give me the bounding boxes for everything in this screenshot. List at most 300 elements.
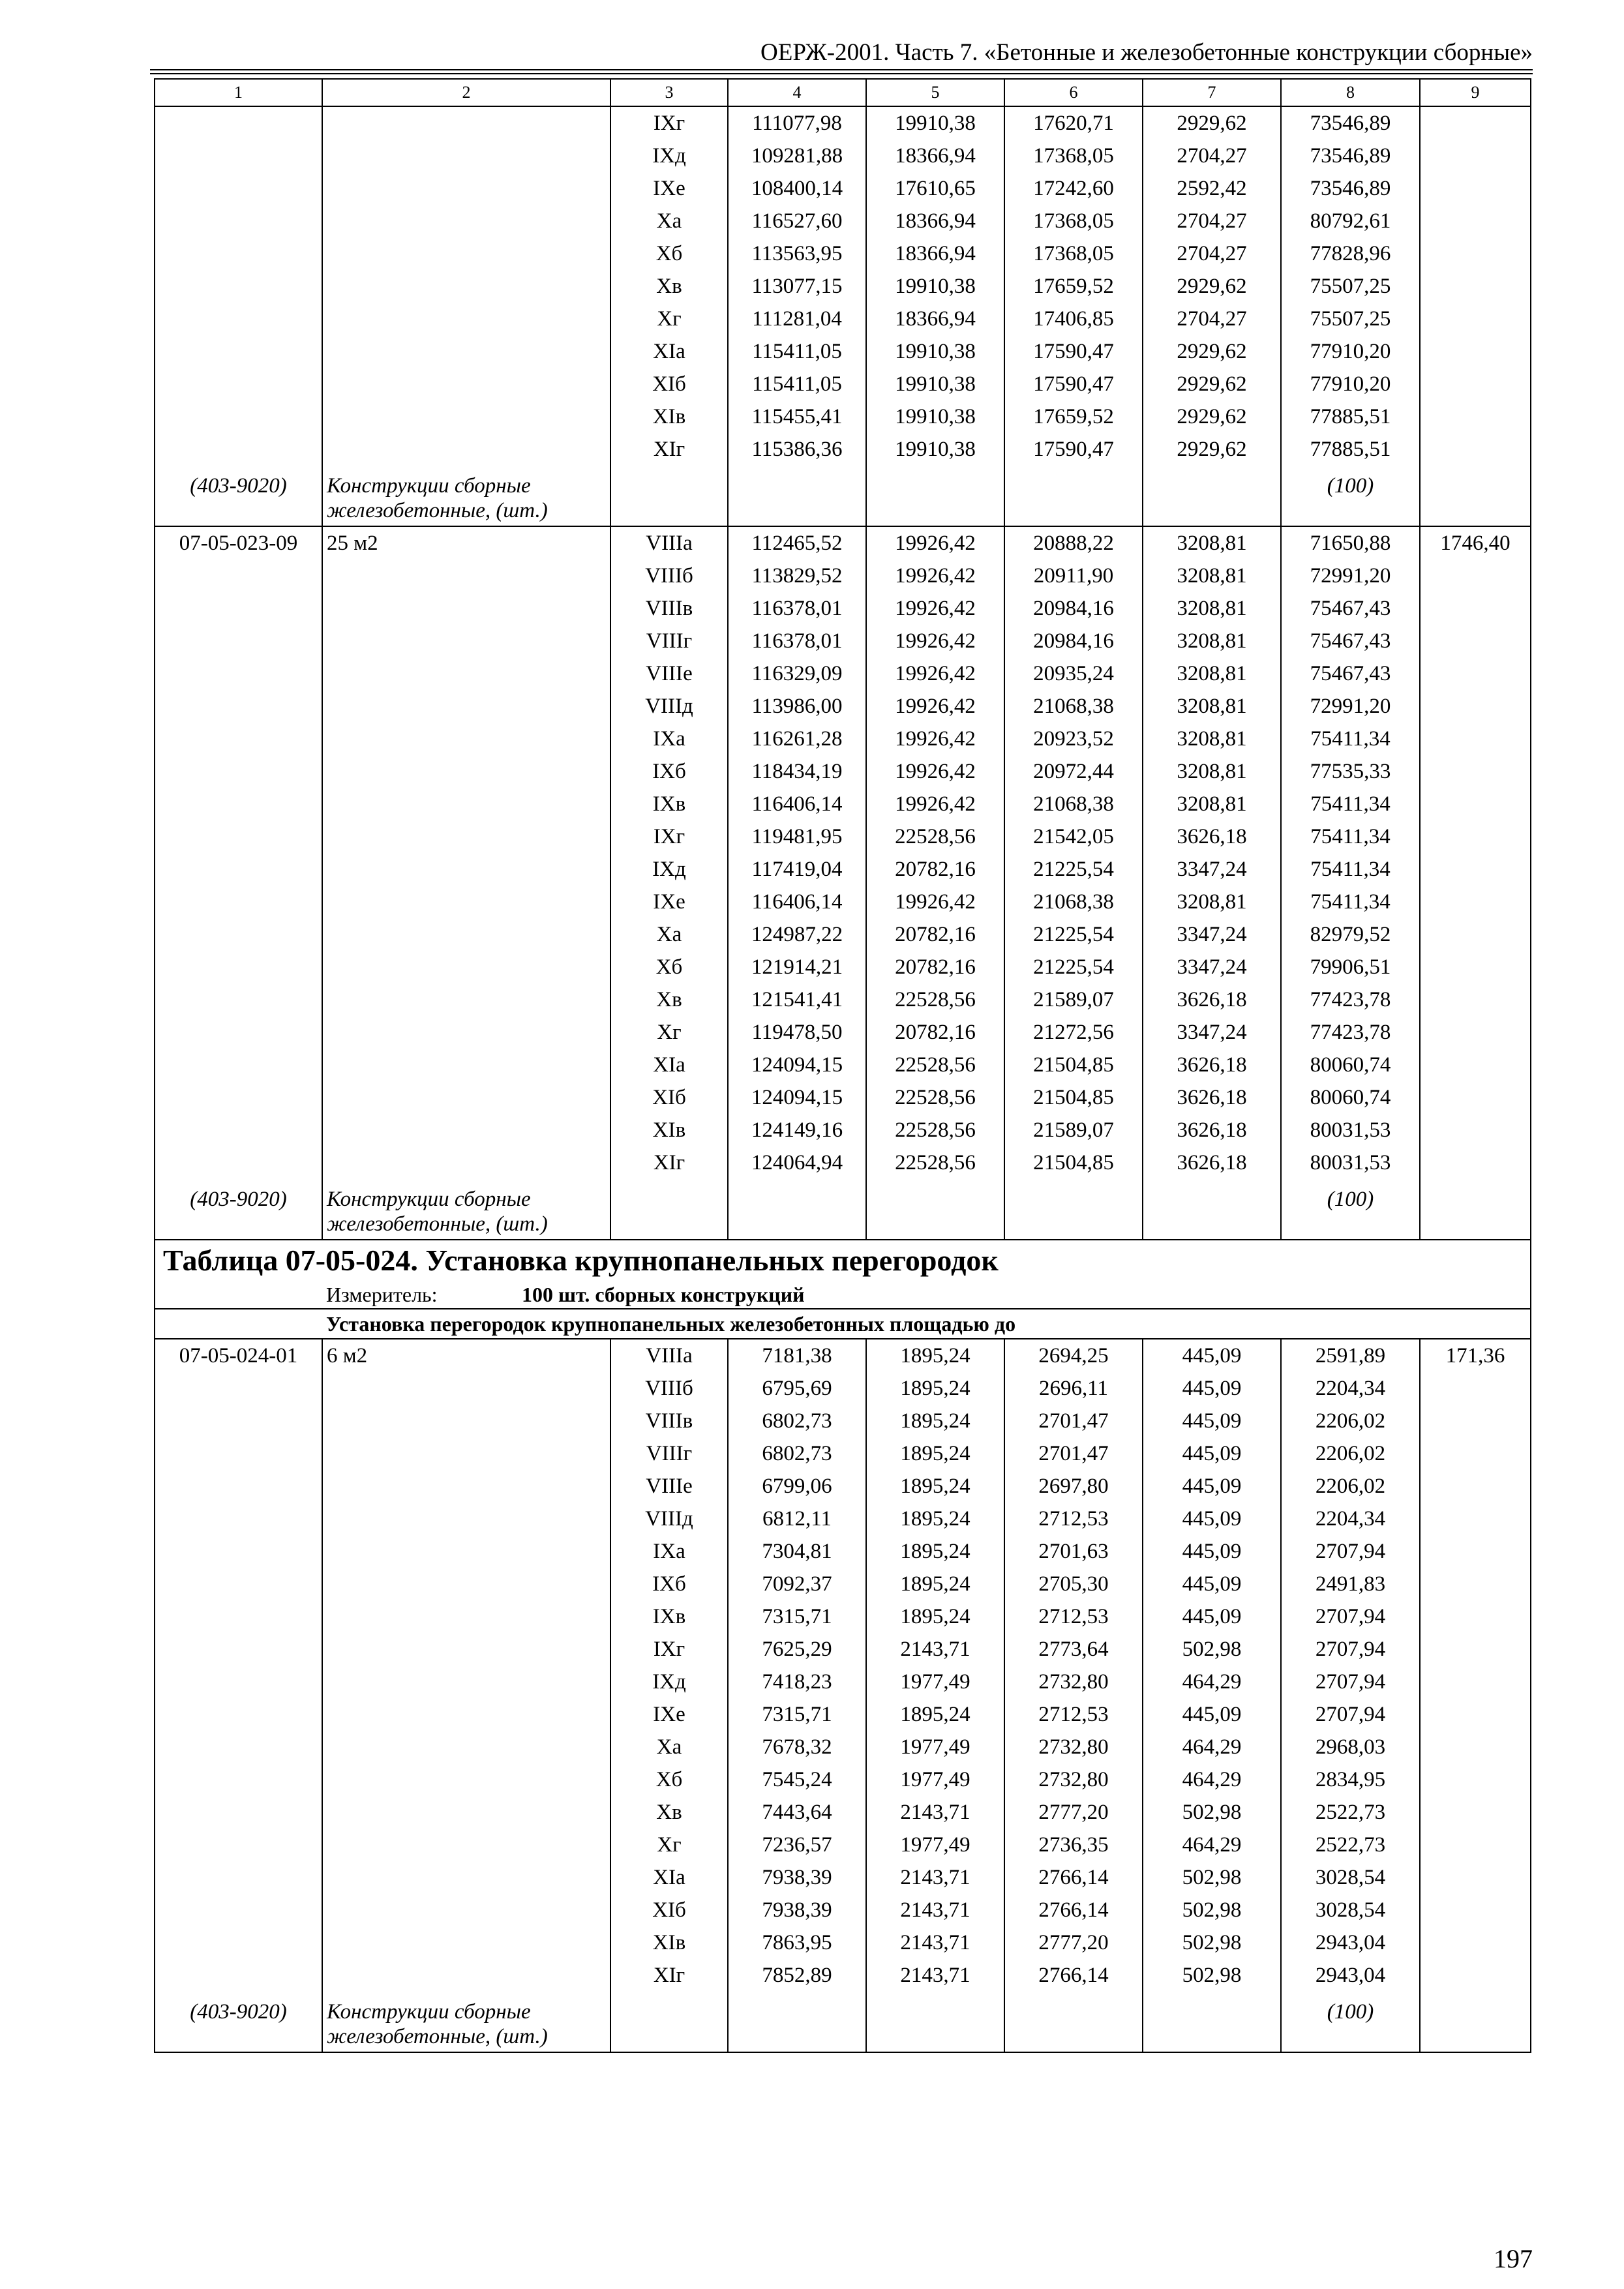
labor-cost: 22528,56 — [866, 1146, 1004, 1179]
machinist-wage: 3626,18 — [1143, 820, 1281, 853]
empty-cell — [1420, 560, 1531, 592]
table-row — [155, 886, 1531, 918]
labor-cost: 18366,94 — [866, 205, 1004, 237]
machine-cost: 2701,47 — [1004, 1405, 1143, 1437]
labor-cost: 19910,38 — [866, 335, 1004, 368]
empty-cell — [1420, 140, 1531, 172]
direct-cost: 116261,28 — [728, 723, 866, 755]
direct-cost: 113077,15 — [728, 270, 866, 303]
zone-code: IXд — [610, 1666, 728, 1698]
empty-cell — [155, 335, 322, 368]
resource-code: (403-9020) — [155, 1179, 322, 1212]
labor-cost: 22528,56 — [866, 983, 1004, 1016]
labor-cost: 19910,38 — [866, 106, 1004, 140]
empty-cell — [155, 1016, 322, 1049]
zone-code: Xг — [610, 1829, 728, 1861]
zone-code: IXд — [610, 140, 728, 172]
labor-cost: 19926,42 — [866, 690, 1004, 723]
empty-cell — [1420, 951, 1531, 983]
zone-code: VIIIа — [610, 1339, 728, 1372]
empty-cell — [322, 1535, 610, 1568]
empty-cell — [1420, 1146, 1531, 1179]
labor-cost: 2143,71 — [866, 1894, 1004, 1926]
labor-cost: 17610,65 — [866, 172, 1004, 205]
empty-cell — [1420, 788, 1531, 820]
machine-cost: 17368,05 — [1004, 140, 1143, 172]
machinist-wage: 445,09 — [1143, 1437, 1281, 1470]
direct-cost: 6802,73 — [728, 1437, 866, 1470]
zone-code: VIIIе — [610, 657, 728, 690]
machine-cost: 20984,16 — [1004, 625, 1143, 657]
table-row — [155, 820, 1531, 853]
table-row — [155, 723, 1531, 755]
resource-name: Конструкции сборные — [322, 1992, 610, 2024]
labor-cost: 1895,24 — [866, 1405, 1004, 1437]
machine-cost: 21589,07 — [1004, 1114, 1143, 1146]
machinist-wage: 445,09 — [1143, 1339, 1281, 1372]
empty-cell — [155, 1114, 322, 1146]
zone-code: Xб — [610, 237, 728, 270]
material-cost: 72991,20 — [1281, 690, 1420, 723]
machine-cost: 17242,60 — [1004, 172, 1143, 205]
zone-code: XIб — [610, 1894, 728, 1926]
empty-cell — [322, 788, 610, 820]
direct-cost: 111077,98 — [728, 106, 866, 140]
machine-cost: 2712,53 — [1004, 1600, 1143, 1633]
zone-code: Xб — [610, 1763, 728, 1796]
empty-cell — [155, 1666, 322, 1698]
machine-cost: 2732,80 — [1004, 1763, 1143, 1796]
labor-cost: 22528,56 — [866, 1049, 1004, 1081]
empty-cell — [322, 951, 610, 983]
machinist-wage: 445,09 — [1143, 1503, 1281, 1535]
direct-cost: 117419,04 — [728, 853, 866, 886]
machinist-wage: 3347,24 — [1143, 951, 1281, 983]
machinist-wage: 3208,81 — [1143, 560, 1281, 592]
empty-cell — [1420, 1081, 1531, 1114]
resource-name: Конструкции сборные — [322, 466, 610, 498]
machinist-wage: 464,29 — [1143, 1829, 1281, 1861]
empty-cell — [1143, 1179, 1281, 1212]
direct-cost: 7092,37 — [728, 1568, 866, 1600]
zone-code: VIIIв — [610, 1405, 728, 1437]
machinist-wage: 445,09 — [1143, 1470, 1281, 1503]
empty-cell — [322, 1763, 610, 1796]
zone-code: XIг — [610, 433, 728, 466]
machine-cost: 20935,24 — [1004, 657, 1143, 690]
empty-cell — [155, 1309, 322, 1339]
empty-cell — [155, 1281, 322, 1309]
empty-cell — [155, 1894, 322, 1926]
machine-cost: 2696,11 — [1004, 1372, 1143, 1405]
machinist-wage: 3347,24 — [1143, 918, 1281, 951]
material-cost: 77828,96 — [1281, 237, 1420, 270]
table-row — [155, 1470, 1531, 1503]
machine-cost: 2705,30 — [1004, 1568, 1143, 1600]
table-row — [155, 983, 1531, 1016]
column-number: 5 — [866, 79, 1004, 106]
empty-cell — [322, 1861, 610, 1894]
machinist-wage: 2704,27 — [1143, 303, 1281, 335]
labor-hours: 171,36 — [1420, 1339, 1531, 1372]
material-cost: 2707,94 — [1281, 1600, 1420, 1633]
direct-cost: 124064,94 — [728, 1146, 866, 1179]
zone-code: IXб — [610, 755, 728, 788]
material-cost: 75411,34 — [1281, 723, 1420, 755]
machine-cost: 2694,25 — [1004, 1339, 1143, 1372]
zone-code: IXе — [610, 886, 728, 918]
empty-cell — [728, 2024, 866, 2052]
table-row — [155, 951, 1531, 983]
machine-cost: 2766,14 — [1004, 1861, 1143, 1894]
labor-cost: 20782,16 — [866, 951, 1004, 983]
material-cost: 2522,73 — [1281, 1796, 1420, 1829]
labor-cost: 19926,42 — [866, 755, 1004, 788]
material-cost: 79906,51 — [1281, 951, 1420, 983]
zone-code: Xа — [610, 1731, 728, 1763]
table-row — [155, 526, 1531, 560]
direct-cost: 116527,60 — [728, 205, 866, 237]
empty-cell — [155, 1568, 322, 1600]
empty-cell — [155, 853, 322, 886]
empty-cell — [322, 690, 610, 723]
direct-cost: 113563,95 — [728, 237, 866, 270]
resource-name: Конструкции сборные — [322, 1179, 610, 1212]
empty-cell — [610, 1179, 728, 1212]
empty-cell — [322, 723, 610, 755]
material-cost: 82979,52 — [1281, 918, 1420, 951]
empty-cell — [155, 303, 322, 335]
empty-cell — [322, 853, 610, 886]
empty-cell — [322, 1049, 610, 1081]
resource-qty: (100) — [1281, 466, 1420, 498]
zone-code: XIв — [610, 1114, 728, 1146]
empty-cell — [1420, 1503, 1531, 1535]
table-row — [155, 1894, 1531, 1926]
direct-cost: 118434,19 — [728, 755, 866, 788]
machine-cost: 20888,22 — [1004, 526, 1143, 560]
empty-cell — [322, 1666, 610, 1698]
empty-cell — [155, 1405, 322, 1437]
empty-cell — [155, 820, 322, 853]
empty-cell — [1281, 1212, 1420, 1240]
empty-cell — [1420, 1535, 1531, 1568]
material-cost: 75411,34 — [1281, 853, 1420, 886]
empty-cell — [1420, 1212, 1531, 1240]
empty-cell — [728, 498, 866, 526]
table-row — [155, 1731, 1531, 1763]
zone-code: IXе — [610, 172, 728, 205]
rate-code: 07-05-023-09 — [155, 526, 322, 560]
labor-cost: 18366,94 — [866, 303, 1004, 335]
labor-cost: 19926,42 — [866, 560, 1004, 592]
machinist-wage: 502,98 — [1143, 1861, 1281, 1894]
empty-cell — [322, 1081, 610, 1114]
empty-cell — [322, 918, 610, 951]
machinist-wage: 502,98 — [1143, 1959, 1281, 1992]
table-row — [155, 1437, 1531, 1470]
machine-cost: 21225,54 — [1004, 918, 1143, 951]
empty-cell — [322, 433, 610, 466]
machine-cost: 17590,47 — [1004, 433, 1143, 466]
machine-cost: 2712,53 — [1004, 1698, 1143, 1731]
empty-cell — [866, 1179, 1004, 1212]
column-number: 6 — [1004, 79, 1143, 106]
empty-cell — [322, 270, 610, 303]
direct-cost: 7236,57 — [728, 1829, 866, 1861]
direct-cost: 121914,21 — [728, 951, 866, 983]
empty-cell — [322, 1926, 610, 1959]
machinist-wage: 2704,27 — [1143, 237, 1281, 270]
labor-cost: 19926,42 — [866, 625, 1004, 657]
empty-cell — [322, 1568, 610, 1600]
machinist-wage: 3208,81 — [1143, 755, 1281, 788]
direct-cost: 116406,14 — [728, 788, 866, 820]
empty-cell — [155, 1959, 322, 1992]
machine-cost: 20911,90 — [1004, 560, 1143, 592]
machinist-wage: 3208,81 — [1143, 657, 1281, 690]
direct-cost: 113986,00 — [728, 690, 866, 723]
empty-cell — [1420, 1437, 1531, 1470]
empty-cell — [322, 560, 610, 592]
zone-code: Xб — [610, 951, 728, 983]
material-cost: 3028,54 — [1281, 1894, 1420, 1926]
material-cost: 2204,34 — [1281, 1503, 1420, 1535]
direct-cost: 111281,04 — [728, 303, 866, 335]
table-row — [155, 1339, 1531, 1372]
zone-code: XIа — [610, 335, 728, 368]
labor-hours: 1746,40 — [1420, 526, 1531, 560]
empty-cell — [155, 1049, 322, 1081]
table-row — [155, 140, 1531, 172]
empty-cell — [1420, 1049, 1531, 1081]
empty-cell — [322, 1959, 610, 1992]
empty-cell — [610, 1992, 728, 2024]
machinist-wage: 3626,18 — [1143, 983, 1281, 1016]
table-row — [155, 1535, 1531, 1568]
zone-code: IXе — [610, 1698, 728, 1731]
labor-cost: 1895,24 — [866, 1535, 1004, 1568]
empty-cell — [322, 400, 610, 433]
empty-cell — [322, 1503, 610, 1535]
material-cost: 77885,51 — [1281, 433, 1420, 466]
table-row — [155, 1861, 1531, 1894]
empty-cell — [1420, 755, 1531, 788]
labor-cost: 1895,24 — [866, 1698, 1004, 1731]
labor-cost: 19926,42 — [866, 592, 1004, 625]
table-title: Таблица 07-05-024. Установка крупнопанельных перегородок — [155, 1240, 1531, 1281]
zone-code: IXв — [610, 788, 728, 820]
empty-cell — [322, 172, 610, 205]
empty-cell — [155, 400, 322, 433]
empty-cell — [1420, 1894, 1531, 1926]
empty-cell — [1143, 2024, 1281, 2052]
zone-code: Xв — [610, 983, 728, 1016]
machinist-wage: 3208,81 — [1143, 526, 1281, 560]
empty-cell — [1420, 1992, 1531, 2024]
empty-cell — [1420, 1861, 1531, 1894]
labor-cost: 18366,94 — [866, 237, 1004, 270]
resource-qty: (100) — [1281, 1992, 1420, 2024]
labor-cost: 19910,38 — [866, 368, 1004, 400]
empty-cell — [322, 1016, 610, 1049]
empty-cell — [1420, 1796, 1531, 1829]
labor-cost: 19926,42 — [866, 526, 1004, 560]
empty-cell — [322, 625, 610, 657]
table-title-row — [155, 1240, 1531, 1281]
labor-cost: 19910,38 — [866, 433, 1004, 466]
empty-cell — [728, 1212, 866, 1240]
zone-code: Xг — [610, 1016, 728, 1049]
zone-code: VIIIд — [610, 690, 728, 723]
empty-cell — [322, 983, 610, 1016]
empty-cell — [322, 657, 610, 690]
material-cost: 2707,94 — [1281, 1633, 1420, 1666]
empty-cell — [1143, 466, 1281, 498]
column-number: 4 — [728, 79, 866, 106]
rate-name: 25 м2 — [322, 526, 610, 560]
machine-cost: 2773,64 — [1004, 1633, 1143, 1666]
table-row — [155, 1405, 1531, 1437]
zone-code: XIв — [610, 400, 728, 433]
machinist-wage: 2704,27 — [1143, 205, 1281, 237]
empty-cell — [322, 886, 610, 918]
direct-cost: 124987,22 — [728, 918, 866, 951]
resource-row-cont — [155, 498, 1531, 526]
empty-cell — [155, 723, 322, 755]
machine-cost: 2766,14 — [1004, 1959, 1143, 1992]
direct-cost: 6802,73 — [728, 1405, 866, 1437]
empty-cell — [1420, 400, 1531, 433]
resource-row — [155, 466, 1531, 498]
empty-cell — [155, 1861, 322, 1894]
rate-name: 6 м2 — [322, 1339, 610, 1372]
zone-code: VIIIг — [610, 1437, 728, 1470]
rates-table-sheet — [154, 78, 1530, 2053]
machinist-wage: 3626,18 — [1143, 1114, 1281, 1146]
empty-cell — [1420, 1568, 1531, 1600]
machinist-wage: 3347,24 — [1143, 853, 1281, 886]
table-row — [155, 1959, 1531, 1992]
table-row — [155, 205, 1531, 237]
table-row — [155, 335, 1531, 368]
machine-cost: 17406,85 — [1004, 303, 1143, 335]
table-row — [155, 237, 1531, 270]
machinist-wage: 502,98 — [1143, 1633, 1281, 1666]
empty-cell — [1420, 1633, 1531, 1666]
table-row — [155, 1016, 1531, 1049]
machinist-wage: 2929,62 — [1143, 335, 1281, 368]
empty-cell — [155, 1731, 322, 1763]
material-cost: 75507,25 — [1281, 270, 1420, 303]
labor-cost: 1977,49 — [866, 1763, 1004, 1796]
empty-cell — [322, 1437, 610, 1470]
table-row — [155, 1081, 1531, 1114]
empty-cell — [322, 303, 610, 335]
empty-cell — [155, 788, 322, 820]
table-row — [155, 270, 1531, 303]
table-row — [155, 368, 1531, 400]
column-number: 3 — [610, 79, 728, 106]
table-row — [155, 1763, 1531, 1796]
machine-cost: 21504,85 — [1004, 1146, 1143, 1179]
empty-cell — [1143, 498, 1281, 526]
empty-cell — [155, 1372, 322, 1405]
material-cost: 80031,53 — [1281, 1114, 1420, 1146]
empty-cell — [1420, 498, 1531, 526]
machine-cost: 2697,80 — [1004, 1470, 1143, 1503]
empty-cell — [610, 498, 728, 526]
machine-cost: 2701,63 — [1004, 1535, 1143, 1568]
material-cost: 77535,33 — [1281, 755, 1420, 788]
material-cost: 2707,94 — [1281, 1666, 1420, 1698]
empty-cell — [322, 1405, 610, 1437]
material-cost: 2591,89 — [1281, 1339, 1420, 1372]
table-row — [155, 592, 1531, 625]
resource-code: (403-9020) — [155, 1992, 322, 2024]
empty-cell — [322, 1633, 610, 1666]
empty-cell — [155, 368, 322, 400]
table-row — [155, 1600, 1531, 1633]
direct-cost: 116378,01 — [728, 592, 866, 625]
section-title-row — [155, 1309, 1531, 1339]
labor-cost: 2143,71 — [866, 1861, 1004, 1894]
material-cost: 75467,43 — [1281, 592, 1420, 625]
resource-row — [155, 1992, 1531, 2024]
machinist-wage: 3208,81 — [1143, 625, 1281, 657]
empty-cell — [1420, 368, 1531, 400]
labor-cost: 19926,42 — [866, 886, 1004, 918]
direct-cost: 124149,16 — [728, 1114, 866, 1146]
material-cost: 2206,02 — [1281, 1470, 1420, 1503]
direct-cost: 7418,23 — [728, 1666, 866, 1698]
machinist-wage: 2704,27 — [1143, 140, 1281, 172]
machinist-wage: 445,09 — [1143, 1600, 1281, 1633]
empty-cell — [322, 1731, 610, 1763]
direct-cost: 7863,95 — [728, 1926, 866, 1959]
empty-cell — [610, 1212, 728, 1240]
labor-cost: 22528,56 — [866, 820, 1004, 853]
direct-cost: 7678,32 — [728, 1731, 866, 1763]
zone-code: IXд — [610, 853, 728, 886]
zone-code: VIIIе — [610, 1470, 728, 1503]
empty-cell — [155, 1829, 322, 1861]
table-row — [155, 625, 1531, 657]
empty-cell — [155, 951, 322, 983]
material-cost: 73546,89 — [1281, 106, 1420, 140]
empty-cell — [1420, 172, 1531, 205]
material-cost: 2204,34 — [1281, 1372, 1420, 1405]
empty-cell — [1420, 690, 1531, 723]
direct-cost: 108400,14 — [728, 172, 866, 205]
zone-code: VIIIв — [610, 592, 728, 625]
machinist-wage: 3208,81 — [1143, 592, 1281, 625]
empty-cell — [1420, 1114, 1531, 1146]
empty-cell — [155, 1503, 322, 1535]
direct-cost: 115411,05 — [728, 335, 866, 368]
empty-cell — [155, 625, 322, 657]
labor-cost: 20782,16 — [866, 853, 1004, 886]
material-cost: 2206,02 — [1281, 1405, 1420, 1437]
table-row — [155, 788, 1531, 820]
zone-code: IXб — [610, 1568, 728, 1600]
empty-cell — [155, 1633, 322, 1666]
empty-cell — [322, 1894, 610, 1926]
zone-code: VIIIа — [610, 526, 728, 560]
empty-cell — [155, 1600, 322, 1633]
empty-cell — [1420, 853, 1531, 886]
empty-cell — [1420, 1600, 1531, 1633]
